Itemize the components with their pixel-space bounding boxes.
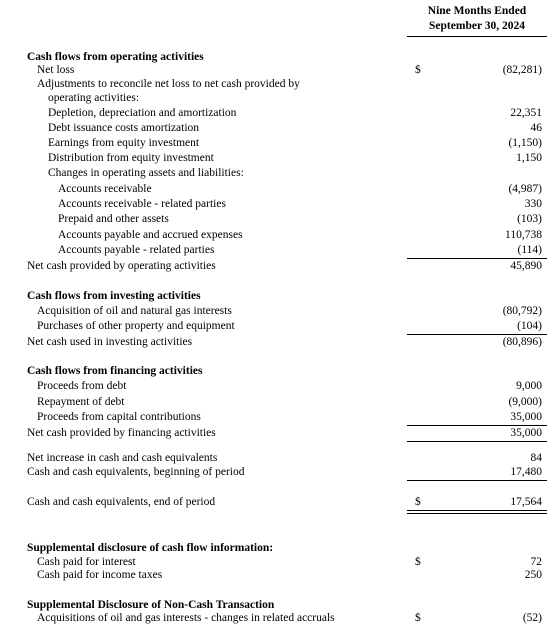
row-label: Depletion, depreciation and amortization — [48, 107, 237, 119]
row-label: Proceeds from debt — [37, 380, 127, 392]
adjustments-row — [0, 77, 554, 92]
capital-row — [0, 410, 554, 425]
row-value: (104) — [517, 320, 542, 332]
subtotal-rule — [407, 441, 547, 442]
row-label: operating activities: — [48, 92, 140, 104]
section-title-investing: Cash flows from investing activities — [27, 290, 201, 302]
distribution-equity-row — [0, 151, 554, 166]
net-loss-row — [0, 63, 554, 78]
ap-accrued-row — [0, 228, 554, 243]
row-value: 17,480 — [510, 466, 542, 478]
row-value: (114) — [517, 244, 542, 256]
row-label: Net increase in cash and cash equivalents — [27, 452, 218, 464]
row-value: (52) — [522, 612, 542, 624]
ap-related-row — [0, 243, 554, 258]
net-increase-row — [0, 451, 554, 466]
row-value: (80,896) — [502, 336, 542, 348]
taxes-row — [0, 568, 554, 583]
changes-label-row — [0, 166, 554, 181]
row-label: Changes in operating assets and liabilities: — [48, 167, 244, 179]
row-value: 17,564 — [510, 496, 542, 508]
row-label: Adjustments to reconcile net loss to net cash provided by — [37, 78, 300, 90]
end-cash-row — [0, 495, 554, 510]
net-cash-investing-row — [0, 335, 554, 350]
currency-symbol: $ — [415, 496, 421, 508]
beginning-cash-row — [0, 465, 554, 480]
column-header-line1: Nine Months Ended — [427, 5, 527, 17]
row-label: Earnings from equity investment — [48, 137, 200, 149]
acquisitions-accruals-row — [0, 611, 554, 626]
row-label: Prepaid and other assets — [58, 213, 169, 225]
row-value: (82,281) — [502, 64, 542, 76]
row-label: Debt issuance costs amortization — [48, 122, 200, 134]
financing-title-row — [0, 364, 554, 379]
row-value: (103) — [517, 213, 542, 225]
row-label: Cash paid for income taxes — [37, 569, 163, 581]
accounts-receivable-row — [0, 182, 554, 197]
row-label: Cash paid for interest — [37, 556, 136, 568]
row-value: (1,150) — [508, 137, 542, 149]
currency-symbol: $ — [415, 556, 421, 568]
row-label: Acquisition of oil and natural gas interests — [37, 305, 232, 317]
row-value: 250 — [524, 569, 542, 581]
currency-symbol: $ — [415, 612, 421, 624]
row-label: Cash and cash equivalents, beginning of period — [27, 466, 245, 478]
row-value: 9,000 — [516, 380, 542, 392]
earnings-equity-row — [0, 136, 554, 151]
row-label: Distribution from equity investment — [48, 152, 214, 164]
ar-related-row — [0, 197, 554, 212]
section-title-operating: Cash flows from operating activities — [27, 51, 204, 63]
subtotal-rule — [407, 480, 547, 481]
row-value: (80,792) — [502, 305, 542, 317]
row-value: (4,987) — [508, 183, 542, 195]
row-value: 35,000 — [510, 427, 542, 439]
row-value: 1,150 — [516, 152, 542, 164]
net-cash-financing-row — [0, 426, 554, 441]
row-value: 35,000 — [510, 411, 542, 423]
row-label: Cash and cash equivalents, end of period — [27, 496, 216, 508]
row-label: Net loss — [37, 64, 75, 76]
row-value: 330 — [524, 198, 542, 210]
purchases-row — [0, 319, 554, 334]
row-value: 72 — [530, 556, 542, 568]
row-label: Net cash used in investing activities — [27, 336, 193, 348]
row-label: Accounts payable and accrued expenses — [58, 229, 243, 241]
acquisition-row — [0, 304, 554, 319]
repayment-row — [0, 395, 554, 410]
depletion-row — [0, 106, 554, 121]
currency-symbol: $ — [415, 64, 421, 76]
column-header-line2: September 30, 2024 — [429, 20, 525, 32]
section-title-non-cash: Supplemental Disclosure of Non-Cash Transaction — [27, 599, 275, 611]
row-label: Net cash provided by operating activities — [27, 260, 216, 272]
section-title-financing: Cash flows from financing activities — [27, 365, 203, 377]
net-cash-operating-row — [0, 259, 554, 274]
row-value: 46 — [530, 122, 542, 134]
row-value: 110,738 — [505, 229, 542, 241]
investing-title-row — [0, 289, 554, 304]
total-double-rule — [407, 510, 547, 514]
row-label: Repayment of debt — [37, 396, 125, 408]
row-label: Acquisitions of oil and gas interests - changes in related accruals — [37, 612, 335, 624]
supplemental-title-row — [0, 541, 554, 556]
row-label: Accounts receivable - related parties — [58, 198, 226, 210]
prepaid-row — [0, 212, 554, 227]
row-value: (9,000) — [508, 396, 542, 408]
column-header — [407, 4, 547, 37]
row-value: 84 — [530, 452, 542, 464]
row-label: Accounts payable - related parties — [58, 244, 215, 256]
row-label: Net cash provided by financing activities — [27, 427, 216, 439]
row-label: Accounts receivable — [58, 183, 152, 195]
debt-issuance-row — [0, 121, 554, 136]
proceeds-debt-row — [0, 379, 554, 394]
section-title-supplemental: Supplemental disclosure of cash flow information: — [27, 542, 274, 554]
adjustments-row-cont — [0, 91, 554, 106]
row-label: Proceeds from capital contributions — [37, 411, 201, 423]
row-value: 45,890 — [510, 260, 542, 272]
row-label: Purchases of other property and equipment — [37, 320, 235, 332]
row-value: 22,351 — [510, 107, 542, 119]
